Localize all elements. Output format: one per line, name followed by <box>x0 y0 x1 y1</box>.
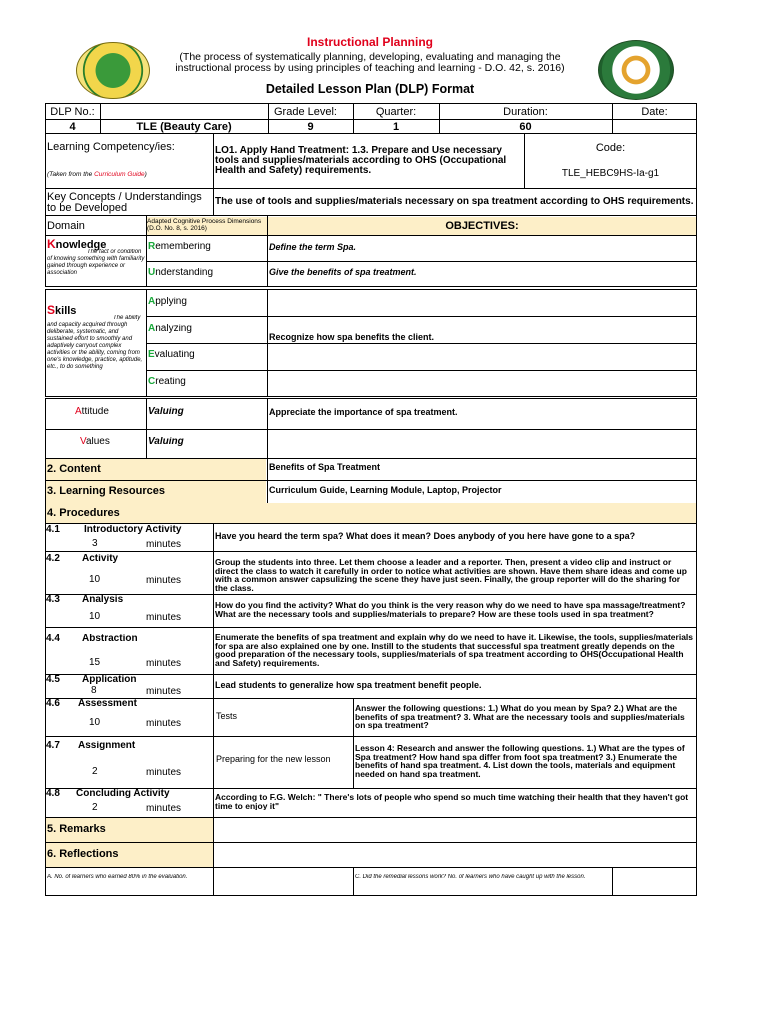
procedure-minutes: 8 <box>91 686 97 696</box>
procedure-minutes: 10 <box>89 612 101 622</box>
dimension-label: Adapted Cognitive Process Dimensions (D.O. No. 8, s. 2016) <box>147 218 262 232</box>
curriculum-guide-ref: Curriculum Guide <box>94 171 145 178</box>
procedure-type: Preparing for the new lesson <box>216 755 331 764</box>
procedure-number: 4.8 <box>46 789 60 799</box>
procedure-name: Activity <box>82 554 119 564</box>
knowledge-description: The fact or condition of knowing something with familiarity gained through experience or association <box>47 249 145 276</box>
content-text: Benefits of Spa Treatment <box>269 463 381 472</box>
knowledge-label: Knowledge <box>47 237 107 251</box>
form-title: Detailed Lesson Plan (DLP) Format <box>265 82 475 96</box>
minutes-label: minutes <box>146 576 182 586</box>
attitude-label: Attitude <box>75 407 109 417</box>
quarter-label: Quarter: <box>375 106 417 118</box>
procedure-number: 4.1 <box>46 525 60 535</box>
remarks-label: 5. Remarks <box>47 823 106 835</box>
attitude-objective: Appreciate the importance of spa treatment. <box>269 408 458 417</box>
attitude-dimension: Valuing <box>148 407 184 417</box>
grade-level-value: 9 <box>307 121 314 133</box>
procedure-minutes: 10 <box>89 718 101 728</box>
procedure-text: Have you heard the term spa? What does it mean? Does anybody of you here have gone to a spa? <box>215 532 636 541</box>
evaluating-label: Evaluating <box>148 350 195 360</box>
key-concepts-label: Key Concepts / Understandings to be Developed <box>47 192 202 214</box>
procedure-number: 4.2 <box>46 554 60 564</box>
dlp-no-label: DLP No.: <box>50 106 95 118</box>
procedure-text: According to F.G. Welch: " There's lots of people who spend so much time watching their health that they haven't got time to enjoy it" <box>215 793 689 810</box>
procedure-text: How do you find the activity? What do you think is the very reason why do we need to have spa massage/treatment? What are the necessary tools and supplies/materials to prepare? How are these tools used in spa treatment? <box>215 601 686 618</box>
minutes-label: minutes <box>146 659 182 669</box>
procedure-number: 4.6 <box>46 699 60 709</box>
skills-objective: Recognize how spa benefits the client. <box>269 333 695 343</box>
procedure-name: Assignment <box>78 741 136 751</box>
key-concepts-text: The use of tools and supplies/materials necessary on spa treatment according to OHS requirements. <box>215 197 694 207</box>
content-label: 2. Content <box>47 463 101 475</box>
competency-label: Learning Competency/ies: <box>47 141 175 153</box>
competency-source-note: (Taken from the Curriculum Guide) <box>47 171 147 178</box>
creating-label: Creating <box>148 377 186 387</box>
procedure-text: Lesson 4: Research and answer the following questions. 1.) What are the types of Spa treatment? How hand spa differ from foot spa treatment? 3.) Enumerate the benefits of hand spa treatment. 4. List down the tools, materials and equipment needed on hand spa treatment. <box>355 744 685 778</box>
procedure-minutes: 2 <box>92 767 98 777</box>
procedure-name: Introductory Activity <box>84 525 182 535</box>
procedure-minutes: 2 <box>92 803 98 813</box>
procedures-label: 4. Procedures <box>47 507 120 519</box>
domain-label: Domain <box>47 220 85 232</box>
code-label: Code: <box>595 142 626 154</box>
procedure-text: Group the students into three. Let them choose a leader and a reporter. Then, present a video clip and instruct or direct the class to watch it carefully in order to notice what activities are shown. Have them share ideas and come up with a common answer capsulizing the scene they have just seen. Finally, the group reporter will do the sharing for the class. <box>215 558 687 592</box>
minutes-label: minutes <box>146 687 182 697</box>
understanding-label: Understanding <box>148 268 214 278</box>
learning-area-value: TLE (Beauty Care) <box>136 121 232 133</box>
page-title: Instructional Planning <box>306 35 433 49</box>
procedure-name: Application <box>82 675 137 685</box>
code-value: TLE_HEBC9HS-Ia-g1 <box>561 169 660 179</box>
duration-label: Duration: <box>503 106 548 118</box>
competency-text: LO1. Apply Hand Treatment: 1.3. Prepare and Use necessary tools and supplies/materials according to OHS (Occupational Health and Safety) requirements. <box>215 146 507 176</box>
learning-area-label <box>138 96 266 106</box>
reflection-c: C. Did the remedial lessons work? No. of learners who have caught up with the lesson. <box>355 874 586 880</box>
remembering-label: Remembering <box>148 242 211 252</box>
remembering-objective: Define the term Spa. <box>269 243 357 252</box>
skills-description: The ability and capacity acquired through deliberate, systematic, and sustained effort to smoothly and adaptively carryout complex activities or the ability, coming from one's knowledge, practice, aptitude, etc., to do something <box>47 315 143 370</box>
quarter-value: 1 <box>392 121 400 133</box>
procedure-text: Lead students to generalize how spa treatment benefit people. <box>215 681 482 690</box>
procedure-text: Enumerate the benefits of spa treatment and explain why do we need to have it. Likewise, the tools, supplies/materials for spa are also explained one by one. Instill to the students that successful spa treatment greatly depends on the good preparation of the necessary tools, supplies/materials of spa treatment according to OHS(Occupational Health and Safety) requirements. <box>215 633 694 667</box>
applying-label: Applying <box>148 297 187 307</box>
procedure-type: Tests <box>216 712 238 721</box>
procedure-minutes: 15 <box>89 658 101 668</box>
procedure-number: 4.4 <box>46 634 60 644</box>
skills-label: Skills <box>47 303 77 317</box>
analyzing-label: Analyzing <box>148 324 192 334</box>
objectives-label: OBJECTIVES: <box>445 220 519 232</box>
minutes-label: minutes <box>146 719 182 729</box>
procedure-number: 4.3 <box>46 595 60 605</box>
learning-resources-text: Curriculum Guide, Learning Module, Laptop, Projector <box>269 486 502 495</box>
date-label: Date: <box>641 106 668 118</box>
minutes-label: minutes <box>146 768 182 778</box>
dlp-no-value: 4 <box>69 121 76 133</box>
procedure-minutes: 3 <box>92 539 98 549</box>
minutes-label: minutes <box>146 613 182 623</box>
page-subtitle: (The process of systematically planning, developing, evaluating and managing the instructional process by using principles of teaching and learning - D.O. 42, s. 2016) <box>175 51 565 74</box>
procedure-number: 4.5 <box>46 675 60 685</box>
understanding-objective: Give the benefits of spa treatment. <box>269 268 417 277</box>
values-dimension: Valuing <box>148 437 184 447</box>
procedure-text: Answer the following questions: 1.) What do you mean by Spa? 2.) What are the benefits of spa treatment? 3. What are the necessary tools and supplies/materials on spa treatment? <box>355 704 685 730</box>
procedure-name: Abstraction <box>82 634 138 644</box>
values-label: Values <box>80 437 110 447</box>
procedure-number: 4.7 <box>46 741 60 751</box>
procedure-name: Concluding Activity <box>76 789 170 799</box>
procedure-name: Assessment <box>78 699 137 709</box>
grade-level-label: Grade Level: <box>274 106 337 118</box>
procedure-minutes: 10 <box>89 575 101 585</box>
reflection-a: A. No. of learners who earned 80% in the evaluation. <box>47 874 188 880</box>
procedure-name: Analysis <box>82 595 124 605</box>
minutes-label: minutes <box>146 540 182 550</box>
duration-value: 60 <box>519 121 532 133</box>
reflections-label: 6. Reflections <box>47 848 119 860</box>
minutes-label: minutes <box>146 804 182 814</box>
learning-resources-label: 3. Learning Resources <box>47 485 165 497</box>
